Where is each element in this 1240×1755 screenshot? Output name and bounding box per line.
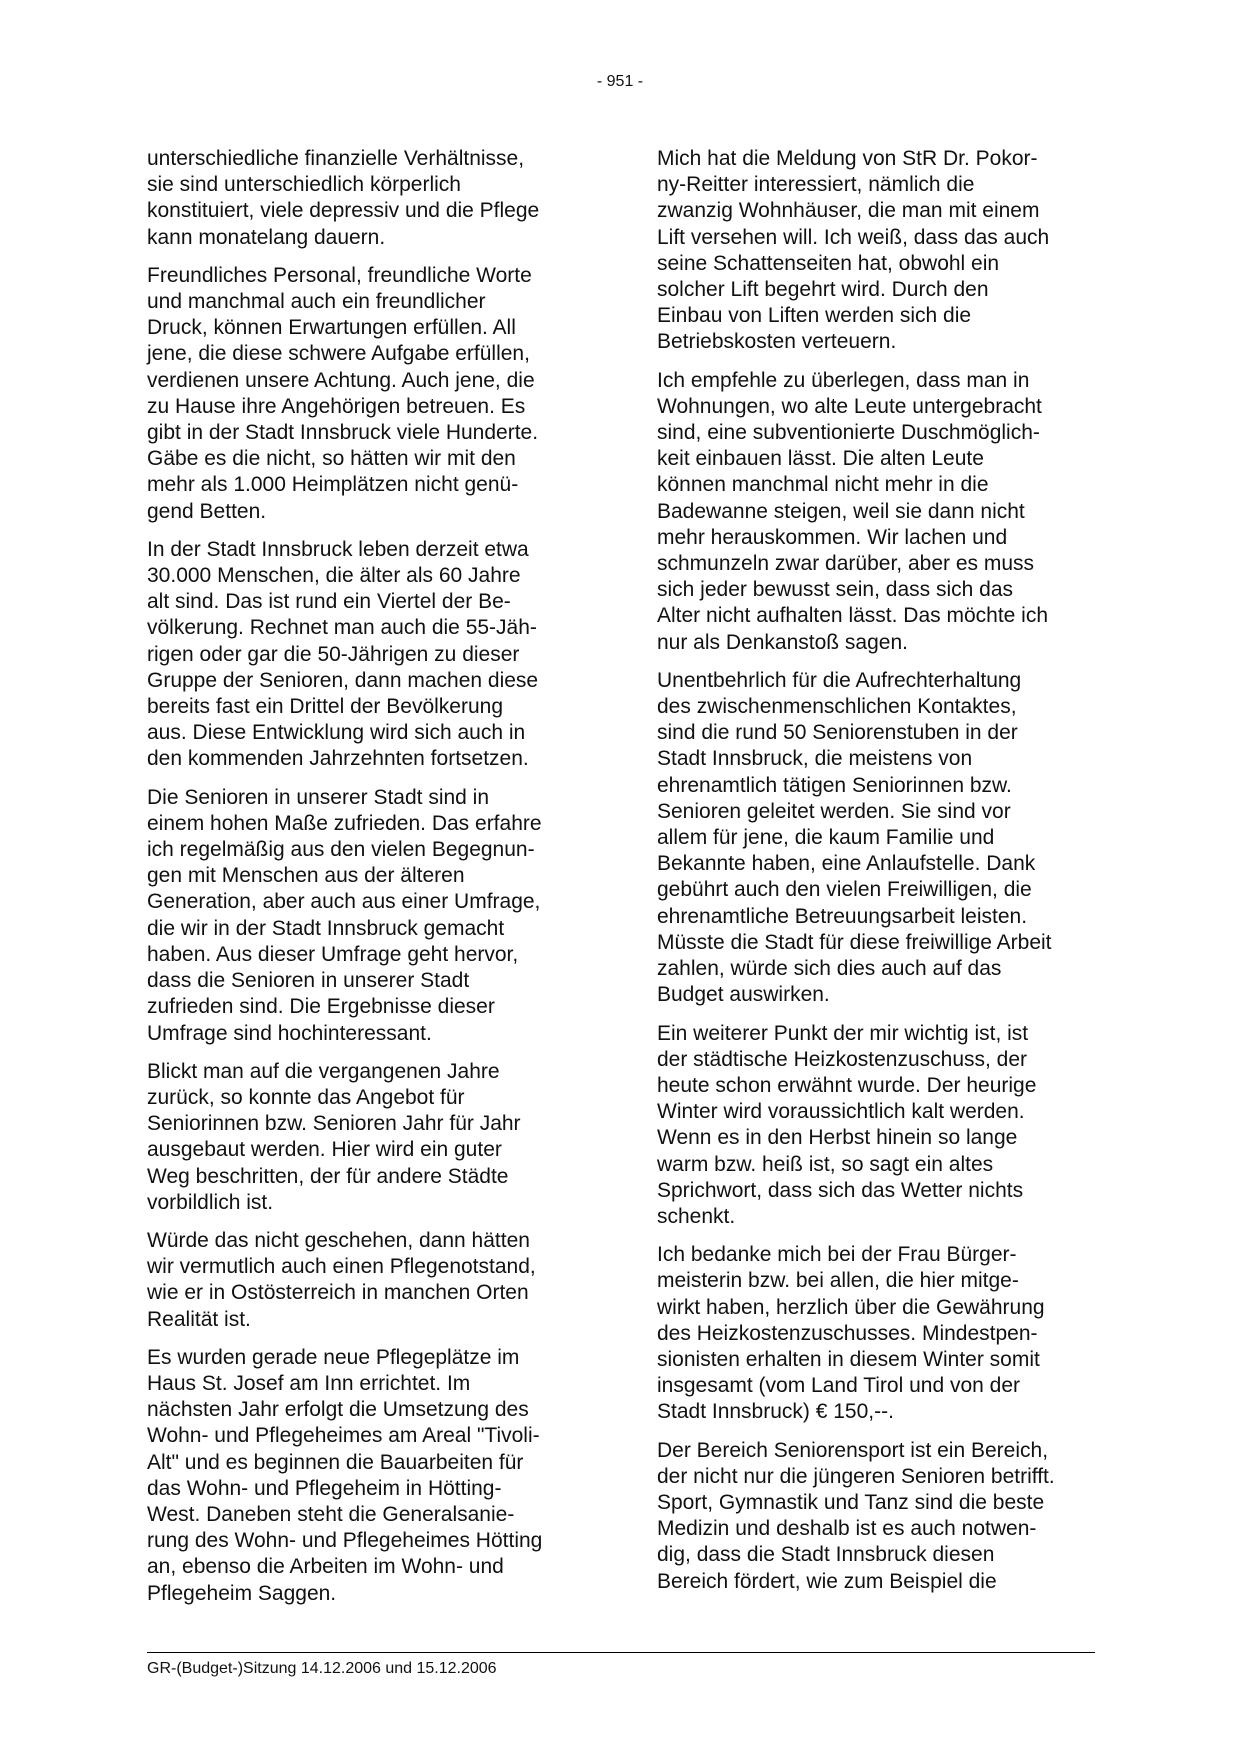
paragraph: Ich bedanke mich bei der Frau Bürger- meisterin bzw. bei allen, die hier mitge- wirkt haben, herzlich über die Gewährung des Heizkostenzuschusses. Mindestpen- sionisten erhalten in diesem Winter somit insgesamt (vom Land Tirol und von der Stadt Innsbruck) € 150,--.	[657, 1243, 1045, 1424]
paragraph: Ein weiterer Punkt der mir wichtig ist, ist der städtische Heizkostenzuschuss, der heute schon erwähnt wurde. Der heurige Winter wird voraussichtlich kalt werden. Wenn es in den Herbst hinein so lange warm bzw. heiß ist, so sagt ein altes Sprichwort, dass sich das Wetter nichts schenkt.	[657, 1021, 1037, 1228]
paragraph: Mich hat die Meldung von StR Dr. Pokor- ny-Reitter interessiert, nämlich die zwanzig Wohnhäuser, die man mit einem Lift versehen will. Ich weiß, dass das auch seine Schattenseiten hat, obwohl ein solcher Lift begehrt wird. Durch den Einbau von Liften werden sich die Betriebskosten verteuern.	[657, 147, 1050, 354]
paragraph: In der Stadt Innsbruck leben derzeit etwa 30.000 Menschen, die älter als 60 Jahre alt sind. Das ist rund ein Viertel der Be- völkerung. Rechnet man auch die 55-Jäh- rigen oder gar die 50-Jährigen zu dieser Gruppe der Senioren, dann machen diese bereits fast ein Drittel der Bevölkerung aus. Diese Entwicklung wird sich auch in den kommenden Jahrzehnten fortsetzen.	[147, 537, 539, 771]
paragraph: unterschiedliche finanzielle Verhältnisse, sie sind unterschiedlich körperlich konstituiert, viele depressiv und die Pflege kann monatelang dauern.	[147, 147, 540, 249]
paragraph: Unentbehrlich für die Aufrechterhaltung des zwischenmenschlichen Kontaktes, sind die rund 50 Seniorenstuben in der Stadt Innsbruck, die meistens von ehrenamtlich tätigen Seniorinnen bzw. Senioren geleitet werden. Sie sind vor allem für jene, die kaum Familie und Bekannte haben, eine Anlaufstelle. Dank gebührt auch den vielen Freiwilligen, die ehrenamtliche Betreuungsarbeit leisten. Müsste die Stadt für diese freiwillige Arbeit zahlen, würde sich dies auch auf das Budget auswirken.	[657, 668, 1052, 1007]
paragraph: Ich empfehle zu überlegen, dass man in Wohnungen, wo alte Leute untergebracht sind, eine subventionierte Duschmöglich- keit einbauen lässt. Die alten Leute können manchmal nicht mehr in die Badewanne steigen, weil sie dann nicht mehr herauskommen. Wir lachen und schmunzeln zwar darüber, aber es muss sich jeder bewusst sein, dass sich das Alter nicht aufhalten lässt. Das möchte ich nur als Denkanstoß sagen.	[657, 368, 1049, 654]
footer-divider	[147, 1652, 1095, 1653]
paragraph: Würde das nicht geschehen, dann hätten wir vermutlich auch einen Pflegenotstand, wie er in Ostösterreich in manchen Orten Realität ist.	[147, 1228, 536, 1331]
paragraph: Blickt man auf die vergangenen Jahre zurück, so konnte das Angebot für Seniorinnen bzw. Senioren Jahr für Jahr ausgebaut werden. Hier wird ein guter Weg beschritten, der für andere Städte vorbildlich ist.	[147, 1059, 521, 1214]
right-column	[657, 146, 1091, 1607]
paragraph: Die Senioren in unserer Stadt sind in einem hohen Maße zufrieden. Das erfahre ich regelmäßig aus den vielen Begegnun- gen mit Menschen aus der älteren Generation, aber auch aus einer Umfrage, die wir in der Stadt Innsbruck gemacht haben. Aus dieser Umfrage geht hervor, dass die Senioren in unserer Stadt zufrieden sind. Die Ergebnisse dieser Umfrage sind hochinteressant.	[147, 785, 542, 1045]
left-column	[147, 146, 581, 1619]
footer-session-info: GR-(Budget-)Sitzung 14.12.2006 und 15.12.2006	[147, 1660, 497, 1677]
paragraph: Es wurden gerade neue Pflegeplätze im Haus St. Josef am Inn errichtet. Im nächsten Jahr erfolgt die Umsetzung des Wohn- und Pflegeheimes am Areal "Tivoli- Alt" und es beginnen die Bauarbeiten für das Wohn- und Pflegeheim in Hötting- West. Daneben steht die Generalsanie- rung des Wohn- und Pflegeheimes Hötting an, ebenso die Arbeiten im Wohn- und Pflegeheim Saggen.	[147, 1345, 543, 1605]
paragraph: Der Bereich Seniorensport ist ein Bereich, der nicht nur die jüngeren Senioren betrifft. Sport, Gymnastik und Tanz sind die beste Medizin und deshalb ist es auch notwen- dig, dass die Stadt Innsbruck diesen Bereich fördert, wie zum Beispiel die	[657, 1438, 1055, 1593]
paragraph: Freundliches Personal, freundliche Worte und manchmal auch ein freundlicher Druck, können Erwartungen erfüllen. All jene, die diese schwere Aufgabe erfüllen, verdienen unsere Achtung. Auch jene, die zu Hause ihre Angehörigen betreuen. Es gibt in der Stadt Innsbruck viele Hunderte. Gäbe es die nicht, so hätten wir mit den mehr als 1.000 Heimplätzen nicht genü- gend Betten.	[147, 263, 539, 523]
page-number: - 951 -	[596, 73, 644, 90]
